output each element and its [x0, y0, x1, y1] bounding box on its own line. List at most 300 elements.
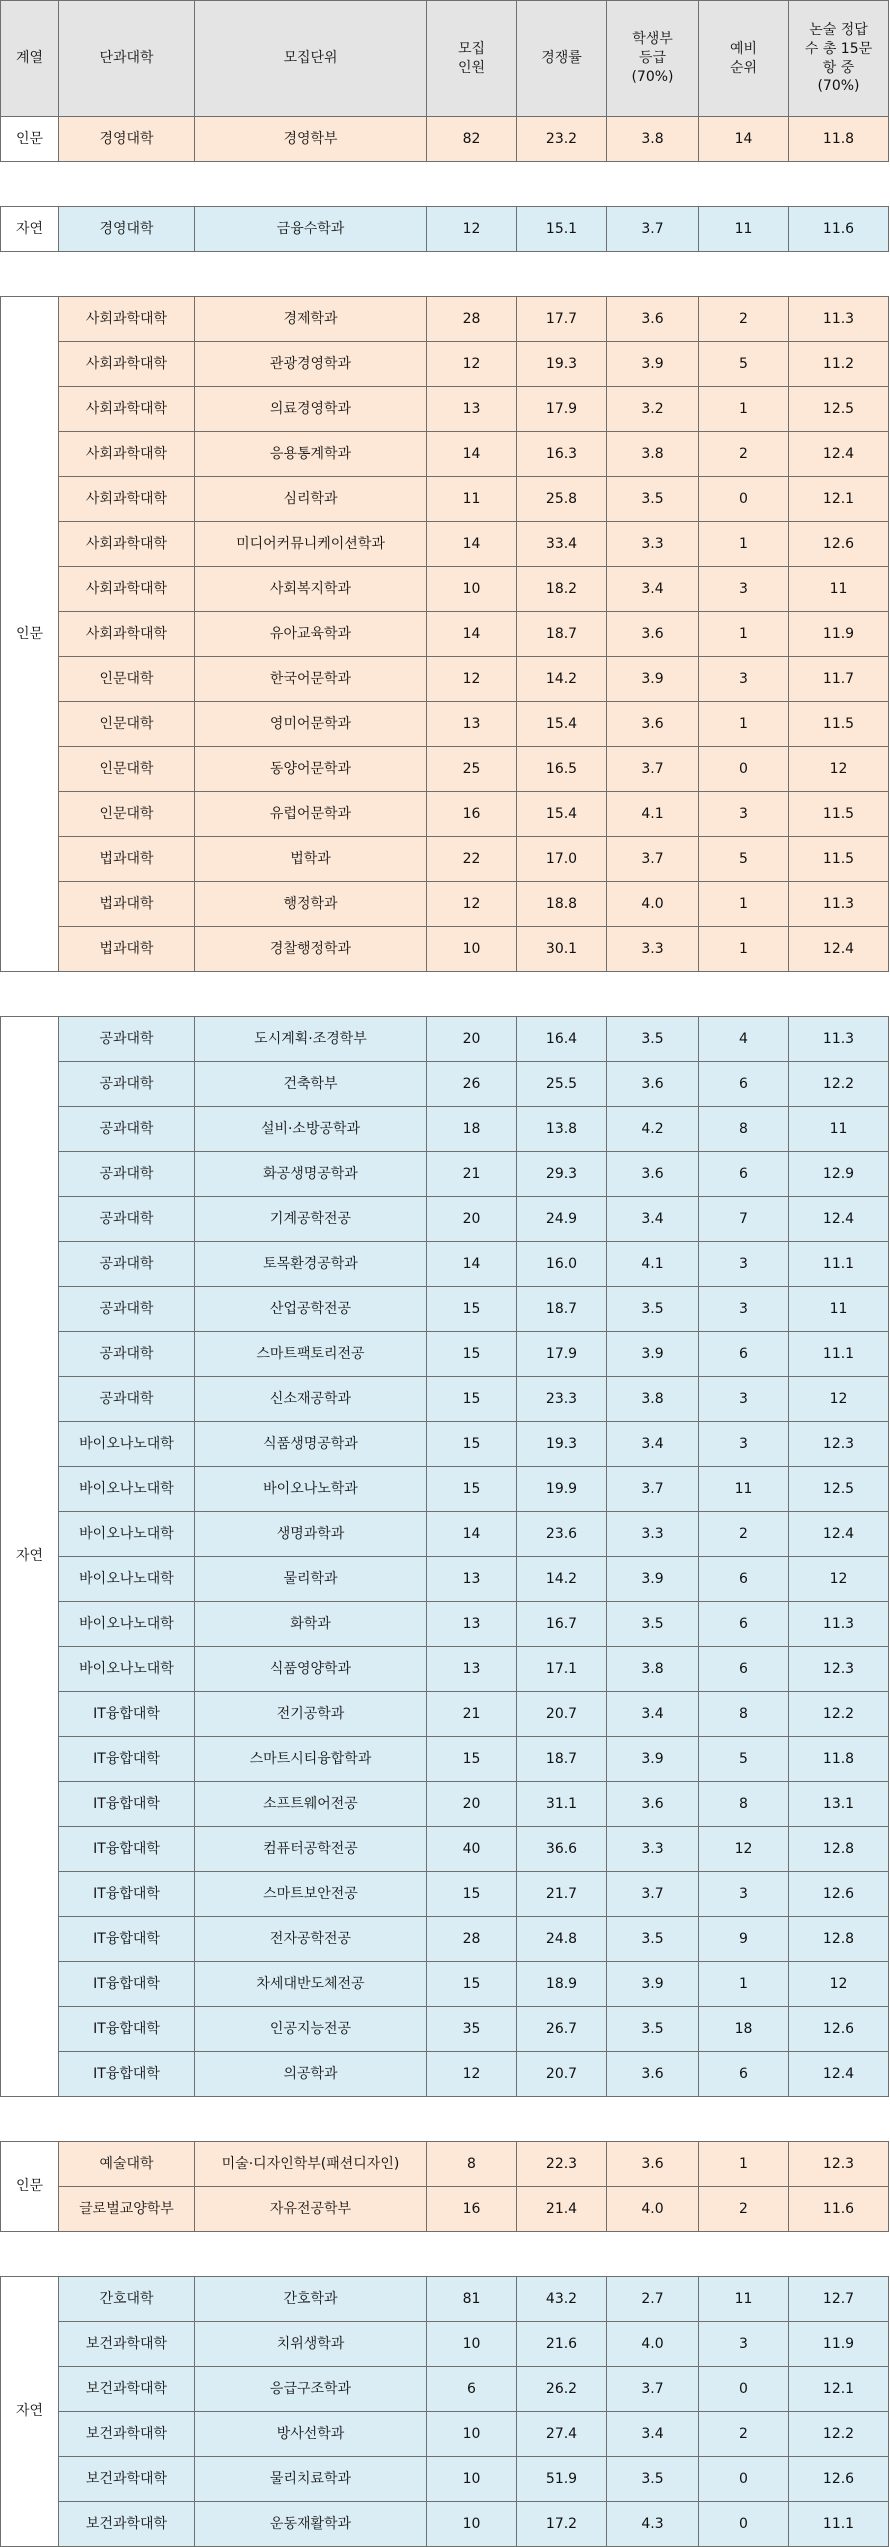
quota-cell: 15	[427, 1332, 517, 1377]
essay-cell: 12.1	[789, 2367, 889, 2412]
unit-cell: 동양어문학과	[195, 747, 427, 792]
quota-cell: 20	[427, 1197, 517, 1242]
unit-cell: 차세대반도체전공	[195, 1962, 427, 2007]
unit-cell: 자유전공학부	[195, 2187, 427, 2232]
table-row	[1, 1467, 889, 1512]
quota-cell: 28	[427, 1917, 517, 1962]
track-cell: 인문	[1, 297, 59, 972]
competition-cell: 18.2	[517, 567, 607, 612]
waitlist-cell: 0	[699, 477, 789, 522]
col-header-quota	[427, 1, 517, 117]
quota-cell: 18	[427, 1107, 517, 1152]
group-spacer-cell	[1, 252, 889, 297]
unit-cell: 심리학과	[195, 477, 427, 522]
competition-cell: 23.6	[517, 1512, 607, 1557]
unit-cell: 의료경영학과	[195, 387, 427, 432]
competition-cell: 27.4	[517, 2412, 607, 2457]
unit-cell: 경찰행정학과	[195, 927, 427, 972]
college-cell: 보건과학대학	[59, 2412, 195, 2457]
college-cell: 법과대학	[59, 927, 195, 972]
table-row	[1, 657, 889, 702]
grade-cell: 4.0	[607, 882, 699, 927]
essay-cell: 12.4	[789, 2052, 889, 2097]
quota-cell: 10	[427, 567, 517, 612]
group-spacer-cell	[1, 162, 889, 207]
college-cell: 간호대학	[59, 2277, 195, 2322]
waitlist-cell: 0	[699, 2367, 789, 2412]
table-row	[1, 612, 889, 657]
college-cell: 공과대학	[59, 1107, 195, 1152]
essay-cell: 12.2	[789, 1692, 889, 1737]
competition-cell: 17.2	[517, 2502, 607, 2547]
unit-cell: 식품영양학과	[195, 1647, 427, 1692]
unit-cell: 토목환경공학과	[195, 1242, 427, 1287]
essay-cell: 12.6	[789, 522, 889, 567]
quota-cell: 40	[427, 1827, 517, 1872]
waitlist-cell: 3	[699, 1242, 789, 1287]
competition-cell: 20.7	[517, 1692, 607, 1737]
competition-cell: 22.3	[517, 2142, 607, 2187]
quota-cell: 11	[427, 477, 517, 522]
waitlist-cell: 2	[699, 2187, 789, 2232]
table-row	[1, 2277, 889, 2322]
col-header-track: 계열	[1, 1, 59, 117]
grade-cell: 4.0	[607, 2322, 699, 2367]
competition-cell: 14.2	[517, 1557, 607, 1602]
table-row	[1, 702, 889, 747]
competition-cell: 30.1	[517, 927, 607, 972]
unit-cell: 의공학과	[195, 2052, 427, 2097]
essay-cell: 12.2	[789, 1062, 889, 1107]
competition-cell: 19.3	[517, 1422, 607, 1467]
essay-cell: 12.2	[789, 2412, 889, 2457]
competition-cell: 17.7	[517, 297, 607, 342]
college-cell: 공과대학	[59, 1017, 195, 1062]
competition-cell: 51.9	[517, 2457, 607, 2502]
college-cell: 보건과학대학	[59, 2367, 195, 2412]
college-cell: 글로벌교양학부	[59, 2187, 195, 2232]
unit-cell: 금융수학과	[195, 207, 427, 252]
college-cell: 바이오나노대학	[59, 1557, 195, 1602]
quota-cell: 13	[427, 702, 517, 747]
competition-cell: 17.0	[517, 837, 607, 882]
unit-cell: 신소재공학과	[195, 1377, 427, 1422]
grade-cell: 3.5	[607, 1602, 699, 1647]
table-row	[1, 1692, 889, 1737]
header-row	[1, 1, 889, 117]
table-row	[1, 2142, 889, 2187]
unit-cell: 컴퓨터공학전공	[195, 1827, 427, 1872]
competition-cell: 18.9	[517, 1962, 607, 2007]
waitlist-cell: 6	[699, 1062, 789, 1107]
competition-cell: 23.2	[517, 117, 607, 162]
grade-cell: 3.8	[607, 117, 699, 162]
competition-cell: 17.9	[517, 387, 607, 432]
waitlist-cell: 3	[699, 657, 789, 702]
college-cell: 경영대학	[59, 207, 195, 252]
college-cell: 사회과학대학	[59, 297, 195, 342]
quota-cell: 10	[427, 2412, 517, 2457]
grade-cell: 3.5	[607, 2007, 699, 2052]
unit-cell: 생명과학과	[195, 1512, 427, 1557]
unit-cell: 응급구조학과	[195, 2367, 427, 2412]
quota-cell: 10	[427, 2502, 517, 2547]
unit-cell: 경제학과	[195, 297, 427, 342]
college-cell: 바이오나노대학	[59, 1422, 195, 1467]
grade-cell: 3.7	[607, 1872, 699, 1917]
waitlist-cell: 3	[699, 1287, 789, 1332]
competition-cell: 25.8	[517, 477, 607, 522]
table-row	[1, 1422, 889, 1467]
essay-cell: 11.5	[789, 702, 889, 747]
table-row	[1, 1152, 889, 1197]
college-cell: 공과대학	[59, 1332, 195, 1377]
college-cell: 법과대학	[59, 837, 195, 882]
quota-cell: 10	[427, 2322, 517, 2367]
table-row	[1, 2322, 889, 2367]
college-cell: 인문대학	[59, 747, 195, 792]
table-row	[1, 297, 889, 342]
college-cell: 사회과학대학	[59, 342, 195, 387]
quota-cell: 28	[427, 297, 517, 342]
college-cell: 사회과학대학	[59, 612, 195, 657]
unit-cell: 미디어커뮤니케이션학과	[195, 522, 427, 567]
track-cell: 자연	[1, 207, 59, 252]
quota-cell: 6	[427, 2367, 517, 2412]
competition-cell: 15.4	[517, 792, 607, 837]
group-spacer-cell	[1, 2232, 889, 2277]
unit-cell: 사회복지학과	[195, 567, 427, 612]
unit-cell: 스마트보안전공	[195, 1872, 427, 1917]
quota-cell: 13	[427, 1647, 517, 1692]
unit-cell: 유아교육학과	[195, 612, 427, 657]
quota-cell: 21	[427, 1692, 517, 1737]
college-cell: 사회과학대학	[59, 387, 195, 432]
competition-cell: 18.7	[517, 612, 607, 657]
unit-cell: 인공지능전공	[195, 2007, 427, 2052]
essay-cell: 11.8	[789, 1737, 889, 1782]
track-cell: 자연	[1, 2277, 59, 2547]
quota-cell: 20	[427, 1782, 517, 1827]
unit-cell: 유럽어문학과	[195, 792, 427, 837]
grade-cell: 3.3	[607, 1512, 699, 1557]
college-cell: 공과대학	[59, 1197, 195, 1242]
quota-cell: 15	[427, 1737, 517, 1782]
quota-cell: 14	[427, 1242, 517, 1287]
competition-cell: 18.8	[517, 882, 607, 927]
waitlist-cell: 5	[699, 1737, 789, 1782]
quota-cell: 10	[427, 927, 517, 972]
unit-cell: 화학과	[195, 1602, 427, 1647]
group-spacer	[1, 162, 889, 207]
grade-cell: 4.2	[607, 1107, 699, 1152]
college-cell: 공과대학	[59, 1152, 195, 1197]
waitlist-cell: 14	[699, 117, 789, 162]
competition-cell: 19.3	[517, 342, 607, 387]
waitlist-cell: 0	[699, 747, 789, 792]
grade-cell: 3.7	[607, 2367, 699, 2412]
grade-cell: 3.4	[607, 567, 699, 612]
essay-cell: 11.8	[789, 117, 889, 162]
unit-cell: 설비·소방공학과	[195, 1107, 427, 1152]
waitlist-cell: 6	[699, 1332, 789, 1377]
competition-cell: 24.9	[517, 1197, 607, 1242]
unit-cell: 스마트시티융합학과	[195, 1737, 427, 1782]
unit-cell: 행정학과	[195, 882, 427, 927]
col-header-grade-text: 학생부 등급 (70%)	[631, 31, 674, 85]
col-header-college: 단과대학	[59, 1, 195, 117]
college-cell: IT융합대학	[59, 1827, 195, 1872]
college-cell: IT융합대학	[59, 2052, 195, 2097]
table-row	[1, 477, 889, 522]
college-cell: IT융합대학	[59, 1737, 195, 1782]
unit-cell: 전기공학과	[195, 1692, 427, 1737]
competition-cell: 25.5	[517, 1062, 607, 1107]
grade-cell: 3.9	[607, 1332, 699, 1377]
table-row	[1, 2052, 889, 2097]
unit-cell: 건축학부	[195, 1062, 427, 1107]
quota-cell: 25	[427, 747, 517, 792]
table-row	[1, 207, 889, 252]
competition-cell: 16.0	[517, 1242, 607, 1287]
unit-cell: 미술·디자인학부(패션디자인)	[195, 2142, 427, 2187]
unit-cell: 도시계획·조경학부	[195, 1017, 427, 1062]
grade-cell: 3.8	[607, 432, 699, 477]
essay-cell: 11.6	[789, 2187, 889, 2232]
quota-cell: 14	[427, 1512, 517, 1557]
essay-cell: 12.1	[789, 477, 889, 522]
quota-cell: 10	[427, 2457, 517, 2502]
table-row	[1, 1197, 889, 1242]
college-cell: 인문대학	[59, 792, 195, 837]
grade-cell: 3.4	[607, 2412, 699, 2457]
grade-cell: 4.1	[607, 1242, 699, 1287]
unit-cell: 바이오나노학과	[195, 1467, 427, 1512]
quota-cell: 82	[427, 117, 517, 162]
college-cell: 바이오나노대학	[59, 1512, 195, 1557]
table-row	[1, 1872, 889, 1917]
table-row	[1, 882, 889, 927]
grade-cell: 3.5	[607, 1287, 699, 1332]
table-row	[1, 1062, 889, 1107]
quota-cell: 14	[427, 522, 517, 567]
unit-cell: 간호학과	[195, 2277, 427, 2322]
quota-cell: 13	[427, 1602, 517, 1647]
grade-cell: 4.1	[607, 792, 699, 837]
essay-cell: 11.5	[789, 792, 889, 837]
essay-cell: 12.9	[789, 1152, 889, 1197]
grade-cell: 3.6	[607, 1062, 699, 1107]
essay-cell: 11.1	[789, 1332, 889, 1377]
quota-cell: 15	[427, 1377, 517, 1422]
competition-cell: 18.7	[517, 1737, 607, 1782]
quota-cell: 15	[427, 1872, 517, 1917]
table-row	[1, 2457, 889, 2502]
essay-cell: 12.4	[789, 927, 889, 972]
waitlist-cell: 5	[699, 342, 789, 387]
table-row	[1, 837, 889, 882]
table-row	[1, 792, 889, 837]
college-cell: 보건과학대학	[59, 2502, 195, 2547]
unit-cell: 영미어문학과	[195, 702, 427, 747]
col-header-essay-text: 논술 정답 수 총 15문 항 중 (70%)	[804, 21, 873, 95]
waitlist-cell: 0	[699, 2457, 789, 2502]
competition-cell: 15.4	[517, 702, 607, 747]
grade-cell: 3.7	[607, 207, 699, 252]
essay-cell: 11.9	[789, 2322, 889, 2367]
competition-cell: 14.2	[517, 657, 607, 702]
essay-cell: 12.3	[789, 1422, 889, 1467]
college-cell: 사회과학대학	[59, 567, 195, 612]
table-row	[1, 1512, 889, 1557]
college-cell: IT융합대학	[59, 1872, 195, 1917]
unit-cell: 전자공학전공	[195, 1917, 427, 1962]
college-cell: 인문대학	[59, 657, 195, 702]
competition-cell: 26.2	[517, 2367, 607, 2412]
college-cell: IT융합대학	[59, 1692, 195, 1737]
table-body	[1, 117, 889, 2547]
waitlist-cell: 6	[699, 1557, 789, 1602]
essay-cell: 12	[789, 747, 889, 792]
waitlist-cell: 3	[699, 2322, 789, 2367]
competition-cell: 16.5	[517, 747, 607, 792]
quota-cell: 12	[427, 657, 517, 702]
grade-cell: 3.9	[607, 1962, 699, 2007]
waitlist-cell: 3	[699, 792, 789, 837]
waitlist-cell: 2	[699, 297, 789, 342]
waitlist-cell: 11	[699, 1467, 789, 1512]
grade-cell: 2.7	[607, 2277, 699, 2322]
waitlist-cell: 1	[699, 2142, 789, 2187]
essay-cell: 12.8	[789, 1827, 889, 1872]
table-row	[1, 1647, 889, 1692]
grade-cell: 3.5	[607, 1917, 699, 1962]
quota-cell: 16	[427, 2187, 517, 2232]
essay-cell: 12.4	[789, 432, 889, 477]
waitlist-cell: 4	[699, 1017, 789, 1062]
col-header-grade	[607, 1, 699, 117]
quota-cell: 12	[427, 2052, 517, 2097]
unit-cell: 치위생학과	[195, 2322, 427, 2367]
table-row	[1, 2502, 889, 2547]
track-cell: 자연	[1, 1017, 59, 2097]
quota-cell: 15	[427, 1467, 517, 1512]
college-cell: IT융합대학	[59, 1962, 195, 2007]
track-cell: 인문	[1, 2142, 59, 2232]
competition-cell: 21.7	[517, 1872, 607, 1917]
college-cell: 사회과학대학	[59, 432, 195, 477]
table-row	[1, 387, 889, 432]
grade-cell: 3.6	[607, 297, 699, 342]
unit-cell: 관광경영학과	[195, 342, 427, 387]
table-row	[1, 1287, 889, 1332]
grade-cell: 3.5	[607, 477, 699, 522]
essay-cell: 12	[789, 1557, 889, 1602]
college-cell: 바이오나노대학	[59, 1467, 195, 1512]
college-cell: IT융합대학	[59, 1917, 195, 1962]
essay-cell: 11.3	[789, 882, 889, 927]
college-cell: IT융합대학	[59, 2007, 195, 2052]
waitlist-cell: 1	[699, 522, 789, 567]
essay-cell: 12	[789, 1962, 889, 2007]
group-spacer-cell	[1, 2097, 889, 2142]
essay-cell: 11.1	[789, 2502, 889, 2547]
essay-cell: 11.7	[789, 657, 889, 702]
competition-cell: 17.1	[517, 1647, 607, 1692]
table-row	[1, 1917, 889, 1962]
grade-cell: 3.9	[607, 342, 699, 387]
table-row	[1, 117, 889, 162]
grade-cell: 3.5	[607, 1017, 699, 1062]
quota-cell: 35	[427, 2007, 517, 2052]
waitlist-cell: 1	[699, 702, 789, 747]
quota-cell: 15	[427, 1422, 517, 1467]
waitlist-cell: 11	[699, 207, 789, 252]
waitlist-cell: 1	[699, 1962, 789, 2007]
competition-cell: 24.8	[517, 1917, 607, 1962]
college-cell: 법과대학	[59, 882, 195, 927]
competition-cell: 13.8	[517, 1107, 607, 1152]
competition-cell: 31.1	[517, 1782, 607, 1827]
unit-cell: 응용통계학과	[195, 432, 427, 477]
essay-cell: 12.4	[789, 1512, 889, 1557]
essay-cell: 13.1	[789, 1782, 889, 1827]
unit-cell: 한국어문학과	[195, 657, 427, 702]
competition-cell: 29.3	[517, 1152, 607, 1197]
table-row	[1, 1107, 889, 1152]
grade-cell: 3.9	[607, 1557, 699, 1602]
table-row	[1, 432, 889, 477]
waitlist-cell: 3	[699, 1377, 789, 1422]
essay-cell: 12.8	[789, 1917, 889, 1962]
essay-cell: 12.7	[789, 2277, 889, 2322]
essay-cell: 11.2	[789, 342, 889, 387]
essay-cell: 11.9	[789, 612, 889, 657]
quota-cell: 13	[427, 1557, 517, 1602]
grade-cell: 3.4	[607, 1197, 699, 1242]
col-header-unit: 모집단위	[195, 1, 427, 117]
grade-cell: 4.3	[607, 2502, 699, 2547]
waitlist-cell: 2	[699, 2412, 789, 2457]
unit-cell: 식품생명공학과	[195, 1422, 427, 1467]
essay-cell: 12.3	[789, 2142, 889, 2187]
competition-cell: 26.7	[517, 2007, 607, 2052]
waitlist-cell: 9	[699, 1917, 789, 1962]
college-cell: 공과대학	[59, 1287, 195, 1332]
grade-cell: 3.7	[607, 1467, 699, 1512]
essay-cell: 11.3	[789, 1017, 889, 1062]
waitlist-cell: 2	[699, 1512, 789, 1557]
waitlist-cell: 3	[699, 567, 789, 612]
group-spacer	[1, 252, 889, 297]
waitlist-cell: 1	[699, 387, 789, 432]
quota-cell: 21	[427, 1152, 517, 1197]
competition-cell: 36.6	[517, 1827, 607, 1872]
grade-cell: 3.6	[607, 2142, 699, 2187]
essay-cell: 12.6	[789, 2457, 889, 2502]
unit-cell: 방사선학과	[195, 2412, 427, 2457]
essay-cell: 11	[789, 1287, 889, 1332]
col-header-waitlist-text: 예비 순위	[729, 40, 758, 76]
competition-cell: 16.7	[517, 1602, 607, 1647]
grade-cell: 3.3	[607, 927, 699, 972]
table-row	[1, 1557, 889, 1602]
quota-cell: 14	[427, 612, 517, 657]
college-cell: IT융합대학	[59, 1782, 195, 1827]
essay-cell: 11.6	[789, 207, 889, 252]
grade-cell: 3.3	[607, 522, 699, 567]
grade-cell: 3.3	[607, 1827, 699, 1872]
